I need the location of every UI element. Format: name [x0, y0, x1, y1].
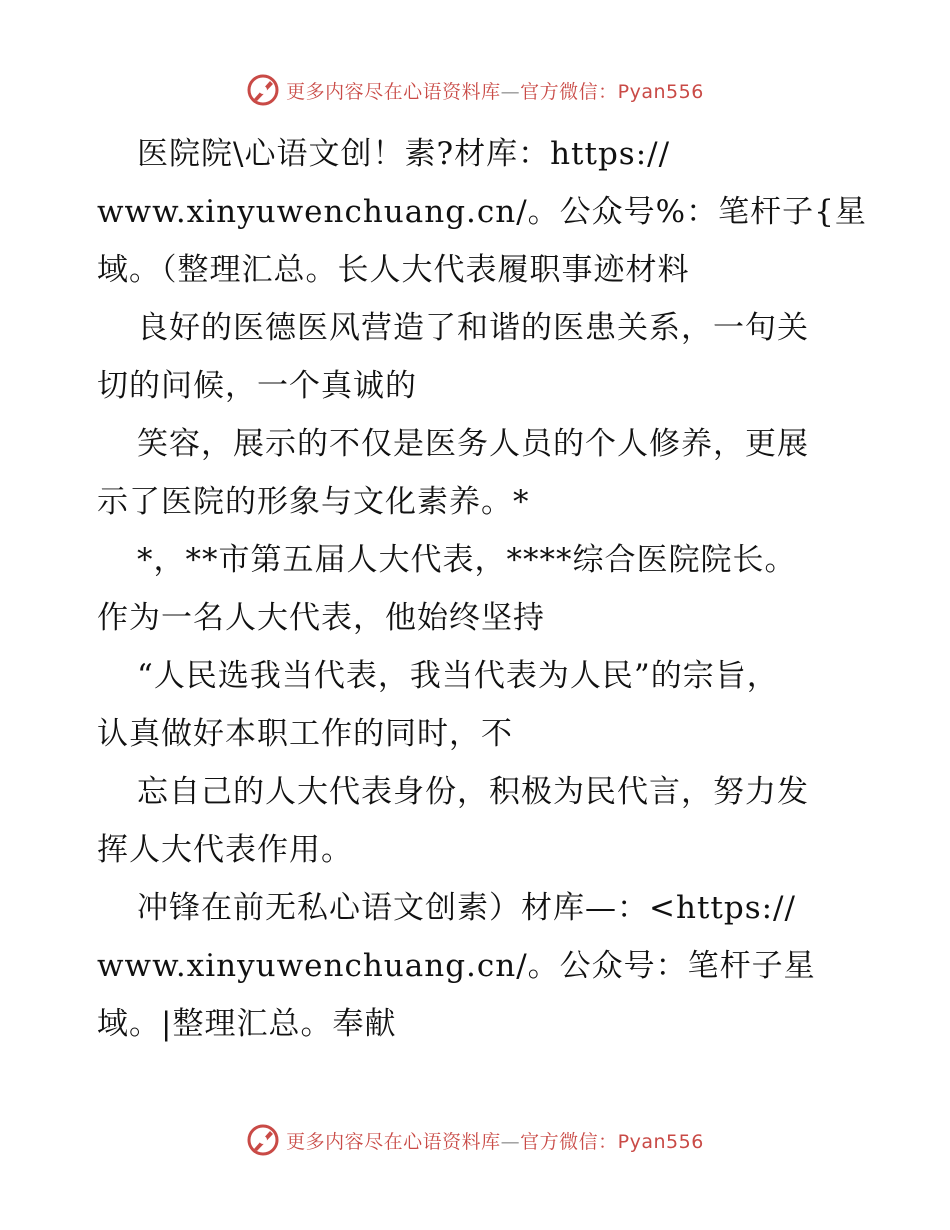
body-line: 域。（整理汇总。长人大代表履职事迹材料	[97, 252, 690, 288]
body-line: 域。|整理汇总。奉献	[97, 1006, 397, 1042]
header-separator: —	[500, 80, 521, 103]
footer-separator: —	[500, 1130, 521, 1153]
body-line: www.xinyuwenchuang.cn/。公众号：笔杆子星	[97, 948, 816, 984]
footer-contact: 官方微信：Pyan556	[520, 1130, 704, 1153]
body-line: 示了医院的形象与文化素养。*	[97, 484, 530, 520]
body-line: 切的问候，一个真诚的	[97, 368, 417, 404]
document-body	[97, 125, 867, 1053]
footer-text: 更多内容尽在心语资料库	[286, 1130, 501, 1153]
footer-banner	[0, 1120, 950, 1160]
body-line: 认真做好本职工作的同时，不	[97, 716, 513, 752]
body-line: 良好的医德医风营造了和谐的医患关系，一句关	[137, 310, 809, 346]
body-line: *，**市第五届人大代表，****综合医院院长。	[137, 542, 797, 578]
quill-circle-logo-icon	[246, 1123, 280, 1157]
body-line: 医院院\心语文创！素?材库：https://	[137, 136, 671, 172]
body-line: 忘自己的人大代表身份，积极为民代言，努力发	[137, 774, 809, 810]
header-contact: 官方微信：Pyan556	[520, 80, 704, 103]
body-line: 挥人大代表作用。	[97, 832, 353, 868]
header-text: 更多内容尽在心语资料库	[286, 80, 501, 103]
body-line: 作为一名人大代表，他始终坚持	[97, 600, 545, 636]
body-line: www.xinyuwenchuang.cn/。公众号%：笔杆子{星	[97, 194, 867, 230]
header-banner	[0, 70, 950, 110]
body-line: 笑容，展示的不仅是医务人员的个人修养，更展	[137, 426, 809, 462]
body-line: “人民选我当代表，我当代表为人民”的宗旨，	[137, 658, 779, 694]
quill-circle-logo-icon	[246, 73, 280, 107]
body-line: 冲锋在前无私心语文创素）材库—：<https://	[137, 890, 796, 926]
